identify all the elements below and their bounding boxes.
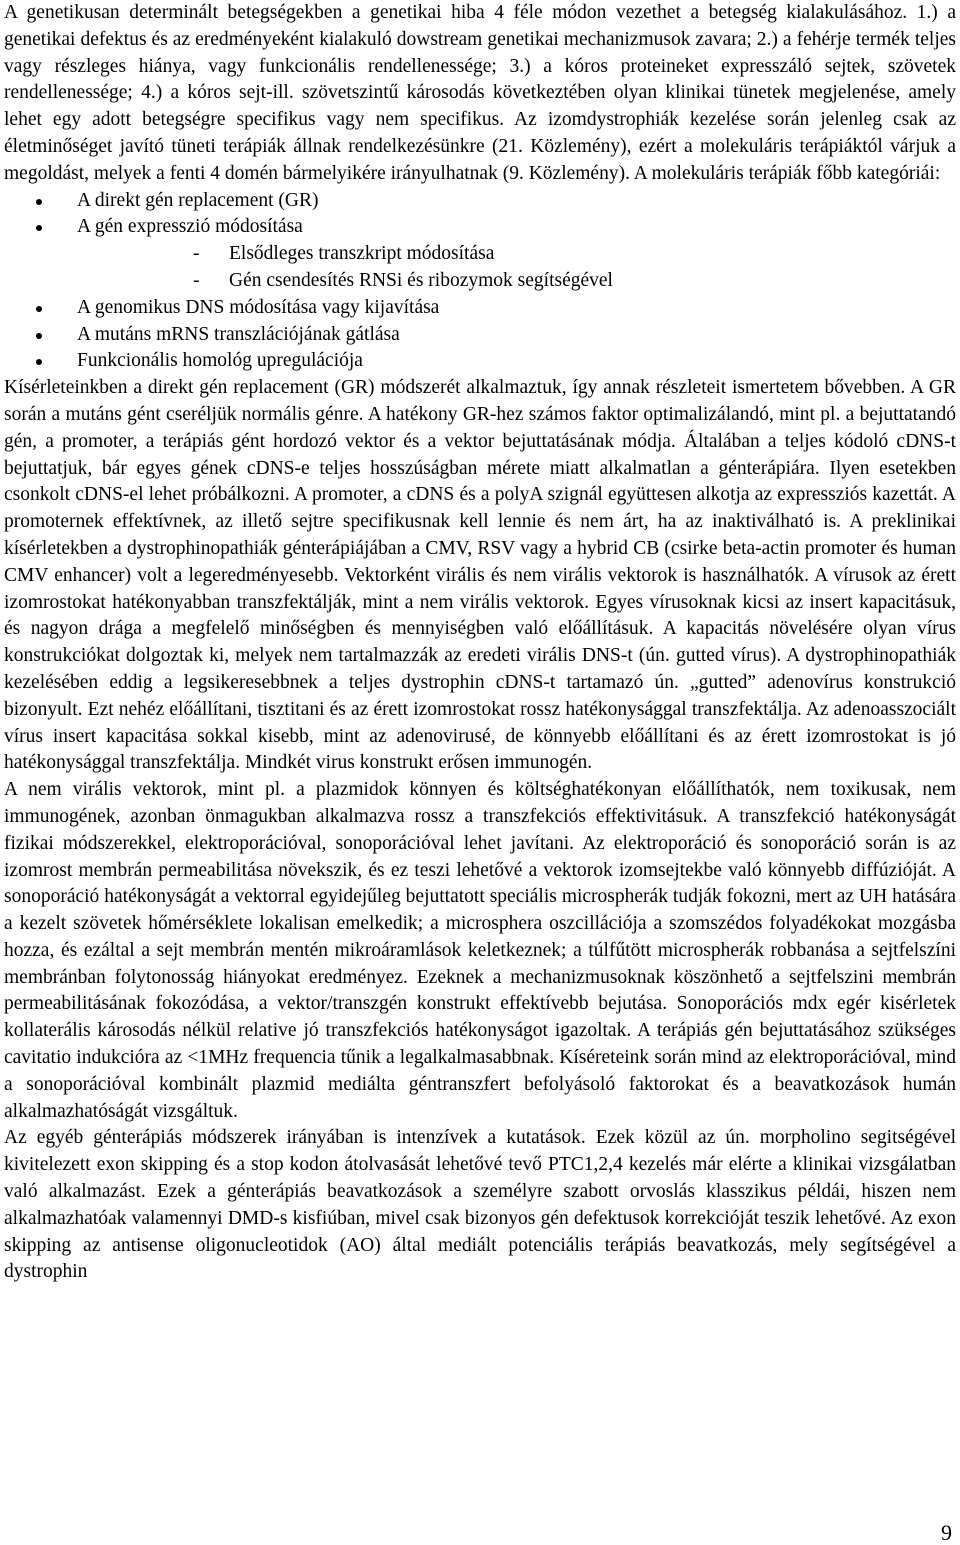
list-item [4,188,956,215]
page-content [4,0,956,1286]
list-item-text: Funkcionális homológ upregulációja [77,350,363,372]
bullet-icon [36,306,42,312]
list-item [4,322,956,349]
sub-list-item-text: Elsődleges transzkript módosítása [229,243,495,265]
page-number: 9 [941,1520,952,1545]
sub-list [4,241,956,295]
list-item [4,295,956,322]
other-gene-therapy-paragraph: Az egyéb génterápiás módszerek irányában is intenzívek a kutatások. Ezek közül az ún. morpholino segitségével kivitelezett exon skipping és a stop kodon átolvasását lehetővé tevő PTC1,2,4 kezelés már elérte a klinikai vizsgálatban való alkalmazást. Ezek a génterápiás beavatkozások a személyre szabott orvoslás klasszikus példái, hiszen nem alkalmazhatóak valamennyi DMD-s kisfiúban, mivel csak bizonyos gén defektusok korrekcióját teszik lehetővé. Az exon skipping az antisense oligonucleotidok (AO) által mediált potenciális terápiás beavatkozás, mely segítségével a dystrophin [4,1127,956,1283]
therapy-category-list [4,188,956,242]
dash-marker: - [193,269,200,291]
sub-list-item [4,241,956,268]
intro-paragraph: A genetikusan determinált betegségekben a genetikai hiba 4 féle módon vezethet a betegség kialakulásához. 1.) a genetikai defektus és az eredményeként kialakuló dowstream genetikai mechanizmusok zavara; 2.) a fehérje termék teljes vagy részleges hiánya, vagy funkcionális rendellenessége; 3.) a kóros proteineket expresszáló sejtek, szövetek rendellenessége; 4.) a kóros sejt-ill. szövetszintű károsodás következtében olyan klinikai tünetek megjelenése, amely lehet egy adott betegségre specifikus vagy nem specifikus. Az izomdystrophiák kezelése során jelenleg csak az életminőséget javító tüneti terápiák állnak rendelkezésünkre (21. Közlemény), ezért a molekuláris terápiáktól várjuk a megoldást, melyek a fenti 4 domén bármelyikére irányulhatnak (9. Közlemény). A molekuláris terápiák főbb kategóriái: [4,2,956,184]
list-item-text: A direkt gén replacement (GR) [77,189,319,211]
gene-replacement-paragraph: Kísérleteinkben a direkt gén replacement (GR) módszerét alkalmaztuk, így annak részleteit ismertetem bővebben. A GR során a mutáns gént cseréljük normális génre. A hatékony GR-hez számos faktor optimalizálandó, mint pl. a bejuttatandó gén, a promoter, a terápiás gént hordozó vektor és a vektor bejuttatásának módja. Általában a teljes kódoló cDNS-t bejuttatjuk, bár egyes gének cDNS-e teljes hosszúságban mérete miatt alkalmatlan a génterápiára. Ilyen esetekben csonkolt cDNS-el lehet próbálkozni. A promoter, a cDNS és a polyA szignál együttesen alkotja az expressziós kazettát. A promoternek effektívnek, az illető sejtre specifikusnak kell lennie és nem árt, ha az inaktiválható is. A preklinikai kísérletekben a dystrophinopathiák génterápiájában a CMV, RSV vagy a hybrid CB (csirke beta-actin promoter és human CMV enhancer) volt a legeredményesebb. Vektorként virális és nem virális vektorok is használhatók. A vírusok az érett izomrostokat hatékonyabban transzfektálják, mint a nem virális vektorok. Egyes vírusoknak kicsi az insert kapacitásuk, és nagyon drága a megfelelő minőségben és mennyiségben való előállításuk. A kapacitás növelésére olyan vírus konstrukciókat dolgoztak ki, melyek nem tartalmazzák az eredeti virális DNS-t (ún. gutted vírus). A dystrophinopathiák kezelésében eddig a legsikeresebbnek a teljes dystrophin cDNS-t tartamazó ún. „gutted” adenovírus konstrukció bizonyult. Ezt nehéz előállítani, tisztitani és az érett izomrostokat rossz hatékonysággal transzfektálja. Az adenoasszociált vírus insert kapacitása sokkal kisebb, mint az adenovirusé, de könnyebb előállítani és az érett izomrostokat is jó hatékonysággal transzfektálja. Mindkét virus konstrukt erősen immunogén. [4,377,956,774]
dash-marker: - [193,243,200,265]
bullet-icon [36,359,42,365]
list-item-text: A genomikus DNS módosítása vagy kijavítása [77,296,440,318]
therapy-category-list-continued [4,295,956,375]
sub-list-item [4,268,956,295]
bullet-icon [36,333,42,339]
list-item-text: A mutáns mRNS transzlációjának gátlása [77,323,400,345]
list-item [4,214,956,241]
bullet-icon [36,225,42,231]
non-viral-vectors-paragraph: A nem virális vektorok, mint pl. a plazmidok könnyen és költséghatékonyan előállíthatók, nem toxikusak, nem immunogének, azonban önmagukban alkalmazva rossz a transzfekciós effektivitásuk. A transzfekció hatékonyságát fizikai módszerekkel, elektroporációval, sonoporációval lehet javítani. Az elektroporáció és sonoporáció során is az izomrost membrán permeabilitása növekszik, és ez teszi lehetővé a vektorok izomsejtekbe való könnyebb diffúzióját. A sonoporáció hatékonyságát a vektorral egyidejűleg bejuttatott speciális microspherák tudják fokozni, mert az UH hatására a kezelt szövetek hőmérséklete lokalisan emelkedik; a microsphera oszcillációja a szomszédos folyadékokat mozgásba hozza, és ezáltal a sejt membrán mentén mikroáramlások keletkeznek; a túlfűtött microspherák robbanása a sejtfelszíni membránban folytonosság hiányokat eredményez. Ezeknek a mechanizmusoknak köszönhető a sejtfelszini membrán permeabilitásának fokozódása, a vektor/transzgén konstrukt effektívebb bejutása. Sonoporációs mdx egér kisérletek kollaterális károsodás nélkül relative jó transzfekciós hatékonyságot igazoltak. A terápiás gén bejuttatásához szükséges cavitatio indukcióra az <1MHz frequencia tűnik a legalkalmasabbnak. Kíséreteink során mind az elektroporációval, mind a sonoporációval kombinált plazmid mediálta géntranszfert befolyásoló faktorokat és a beavatkozások humán alkalmazhatóságát vizsgáltuk. [4,779,956,1122]
bullet-icon [36,199,42,205]
list-item [4,348,956,375]
list-item-text: A gén expresszió módosítása [77,216,303,238]
sub-list-item-text: Gén csendesítés RNSi és ribozymok segítségével [229,269,613,291]
